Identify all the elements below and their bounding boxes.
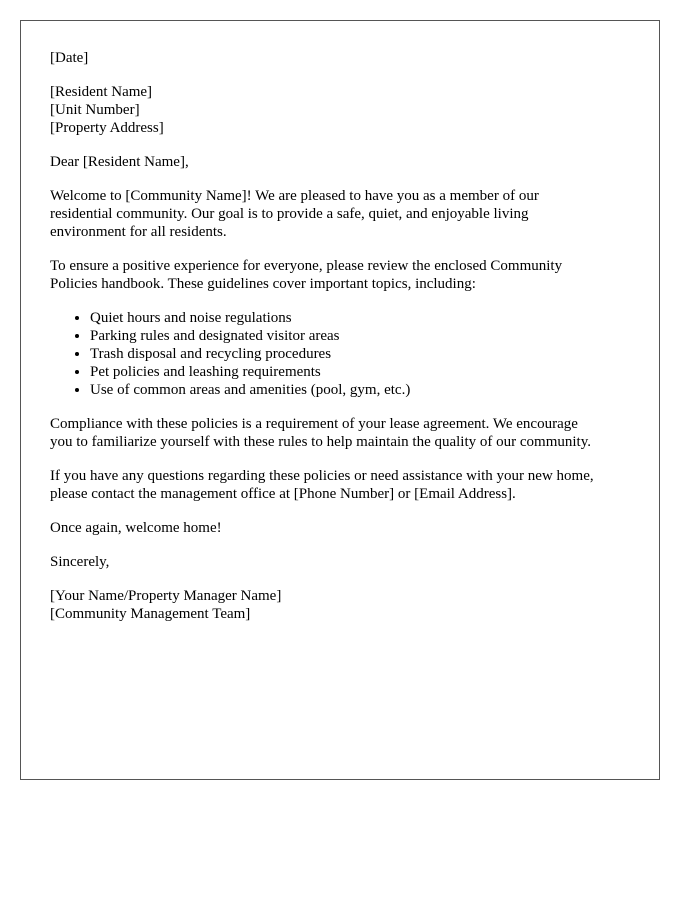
signature-name: [Your Name/Property Manager Name] [50,588,282,604]
contact-line: please contact the management office at [Phone Number] or [Email Address]. [50,486,516,502]
closing-remark-text: Once again, welcome home! [50,520,222,536]
date-line [50,49,640,67]
contact-paragraph [50,467,640,503]
intro-line: environment for all residents. [50,224,227,240]
list-item: • Use of common areas and amenities (pool, gym, etc.) [90,381,640,399]
letter-frame [20,20,660,780]
intro-paragraph [50,187,640,241]
list-item: • Pet policies and leashing requirements [90,363,640,381]
sign-off-text: Sincerely, [50,554,110,570]
closing-remark [50,519,640,537]
review-line: To ensure a positive experience for everyone, please review the enclosed Community [50,258,563,274]
review-line: Policies handbook. These guidelines cover important topics, including: [50,276,476,292]
recipient-address: [Property Address] [50,120,164,136]
policy-topics-list [50,309,640,399]
signature-team: [Community Management Team] [50,606,251,622]
recipient-name: [Resident Name] [50,84,153,100]
list-item: • Parking rules and designated visitor areas [90,327,640,345]
intro-line: Welcome to [Community Name]! We are pleased to have you as a member of our [50,188,539,204]
list-item: • Quiet hours and noise regulations [90,309,640,327]
signature-block [50,587,640,623]
intro-line: residential community. Our goal is to provide a safe, quiet, and enjoyable living [50,206,529,222]
compliance-line: Compliance with these policies is a requirement of your lease agreement. We encourage [50,416,578,432]
letter-body [50,49,640,639]
recipient-address-block [50,83,640,137]
salutation-text: Dear [Resident Name], [50,154,189,170]
list-item: • Trash disposal and recycling procedures [90,345,640,363]
compliance-line: you to familiarize yourself with these rules to help maintain the quality of our community. [50,434,591,450]
salutation [50,153,640,171]
sign-off [50,553,640,571]
compliance-paragraph [50,415,640,451]
letter-date: [Date] [50,50,89,66]
review-paragraph [50,257,640,293]
recipient-unit: [Unit Number] [50,102,140,118]
contact-line: If you have any questions regarding these policies or need assistance with your new home, [50,468,594,484]
